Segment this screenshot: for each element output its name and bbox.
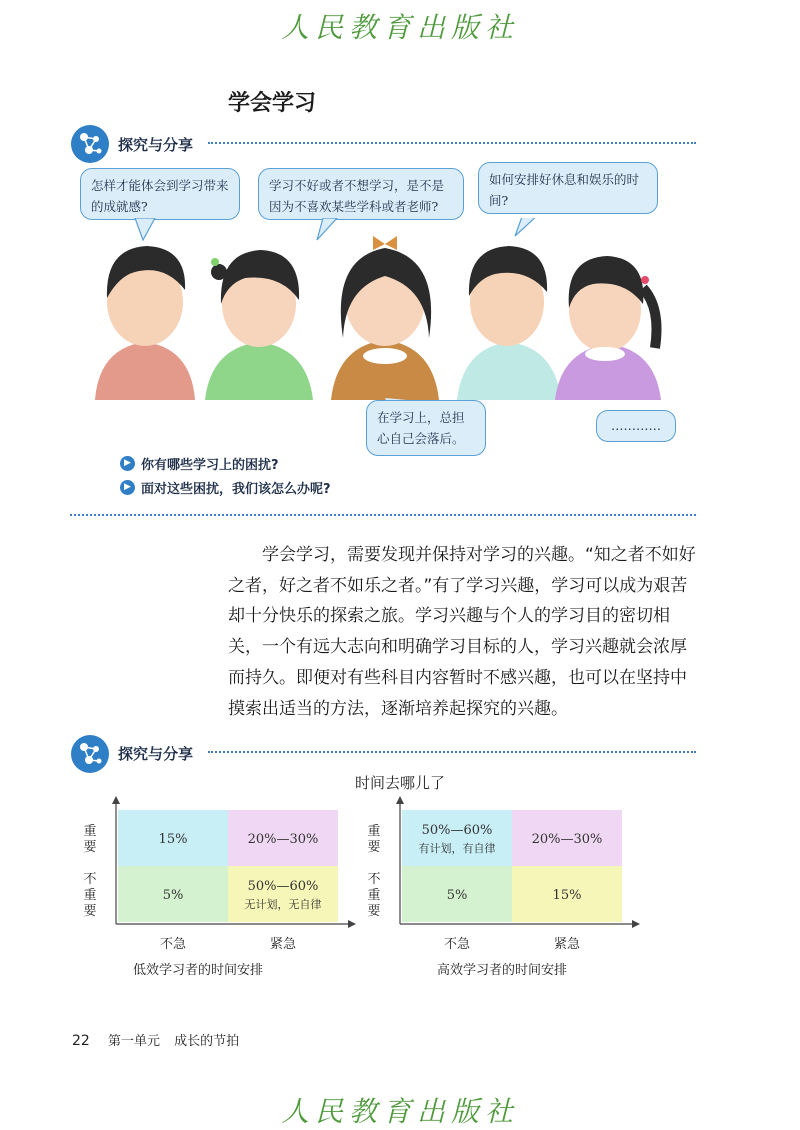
unit-title: 成长的节拍: [174, 1034, 240, 1049]
speech-bubble: 如何安排好休息和娱乐的时间?: [478, 162, 658, 214]
y-tick-label: 不: [83, 872, 97, 887]
section-label-explore: 探究与分享: [118, 136, 194, 154]
cell-value: 20%—30%: [531, 832, 603, 847]
speech-bubble: 学习不好或者不想学习，是不是因为不喜欢某些学科或者老师?: [258, 168, 464, 220]
matrix-cell: [228, 866, 338, 922]
y-tick-label: 重: [367, 824, 381, 839]
y-axis-arrow: [112, 796, 120, 804]
cell-value: 5%: [446, 888, 468, 903]
chart-title: 时间去哪儿了: [354, 774, 445, 792]
section-divider: [208, 751, 696, 753]
arrow-right-icon: ▶: [120, 480, 135, 495]
cell-value: 50%—60%: [247, 879, 319, 894]
cell-value: 15%: [552, 888, 582, 903]
lesson-title: 学会学习: [228, 91, 317, 116]
chart-caption: 高效学习者的时间安排: [436, 963, 568, 978]
section-end-divider: [70, 514, 696, 516]
y-tick-label: 要: [83, 840, 97, 855]
y-tick-label: 要: [367, 904, 381, 919]
y-tick-label: 重: [367, 888, 381, 903]
cell-note: 无计划，无自律: [244, 898, 322, 911]
cell-value: 5%: [162, 888, 184, 903]
section-divider: [208, 142, 696, 144]
children-illustration: [95, 218, 675, 400]
speech-bubble: 怎样才能体会到学习带来的成就感?: [80, 168, 240, 220]
arrow-right-icon: ▶: [120, 456, 135, 471]
x-tick-label: 紧急: [269, 937, 297, 952]
y-tick-label: 不: [367, 872, 381, 887]
chart-caption: 低效学习者的时间安排: [132, 963, 264, 978]
y-axis-arrow: [396, 796, 404, 804]
cell-note: 有计划，有自律: [418, 842, 496, 855]
speech-bubble: …………: [596, 410, 676, 442]
question-item: [120, 478, 331, 497]
x-tick-label: 不急: [159, 937, 187, 952]
question-text: 你有哪些学习上的困扰?: [141, 458, 279, 473]
question-text: 面对这些困扰，我们该怎么办呢?: [141, 482, 331, 497]
cell-value: 15%: [158, 832, 188, 847]
x-tick-label: 紧急: [553, 937, 581, 952]
matrix-cell: [402, 810, 512, 866]
x-tick-label: 不急: [443, 937, 471, 952]
cell-value: 20%—30%: [247, 832, 319, 847]
paragraph-text: 学会学习，需要发现并保持对学习的兴趣。“知之者不如好之者，好之者不如乐之者。”有了学习兴趣，学习可以成为艰苦却十分快乐的探索之旅。学习兴趣与个人的学习目的密切相关，一个有远大志向和明确学习目标的人，学习兴趣就会浓厚而持久。即便对有些科目内容暂时不感兴趣，也可以在坚持中摸索出适当的方法，逐渐培养起探究的兴趣。: [228, 545, 696, 719]
x-axis-arrow: [348, 920, 356, 928]
explore-share-icon: [70, 734, 110, 774]
time-matrix-charts: [0, 790, 800, 1010]
speech-bubble: 在学习上，总担心自己会落后。: [366, 400, 486, 456]
question-item: [120, 454, 279, 473]
page-number: 22: [72, 1033, 90, 1049]
x-axis-arrow: [632, 920, 640, 928]
y-tick-label: 重: [83, 824, 97, 839]
y-tick-label: 重: [83, 888, 97, 903]
y-tick-label: 要: [367, 840, 381, 855]
unit-label: 第一单元: [107, 1034, 160, 1049]
section-label-explore: 探究与分享: [118, 745, 194, 763]
publisher-logo-top: 人民教育出版社: [280, 11, 519, 44]
page-footer: [72, 1030, 239, 1049]
body-paragraph: [228, 540, 698, 724]
publisher-logo-bottom: 人民教育出版社: [280, 1095, 519, 1128]
cell-value: 50%—60%: [421, 823, 493, 838]
explore-share-icon: [70, 124, 110, 164]
y-tick-label: 要: [83, 904, 97, 919]
